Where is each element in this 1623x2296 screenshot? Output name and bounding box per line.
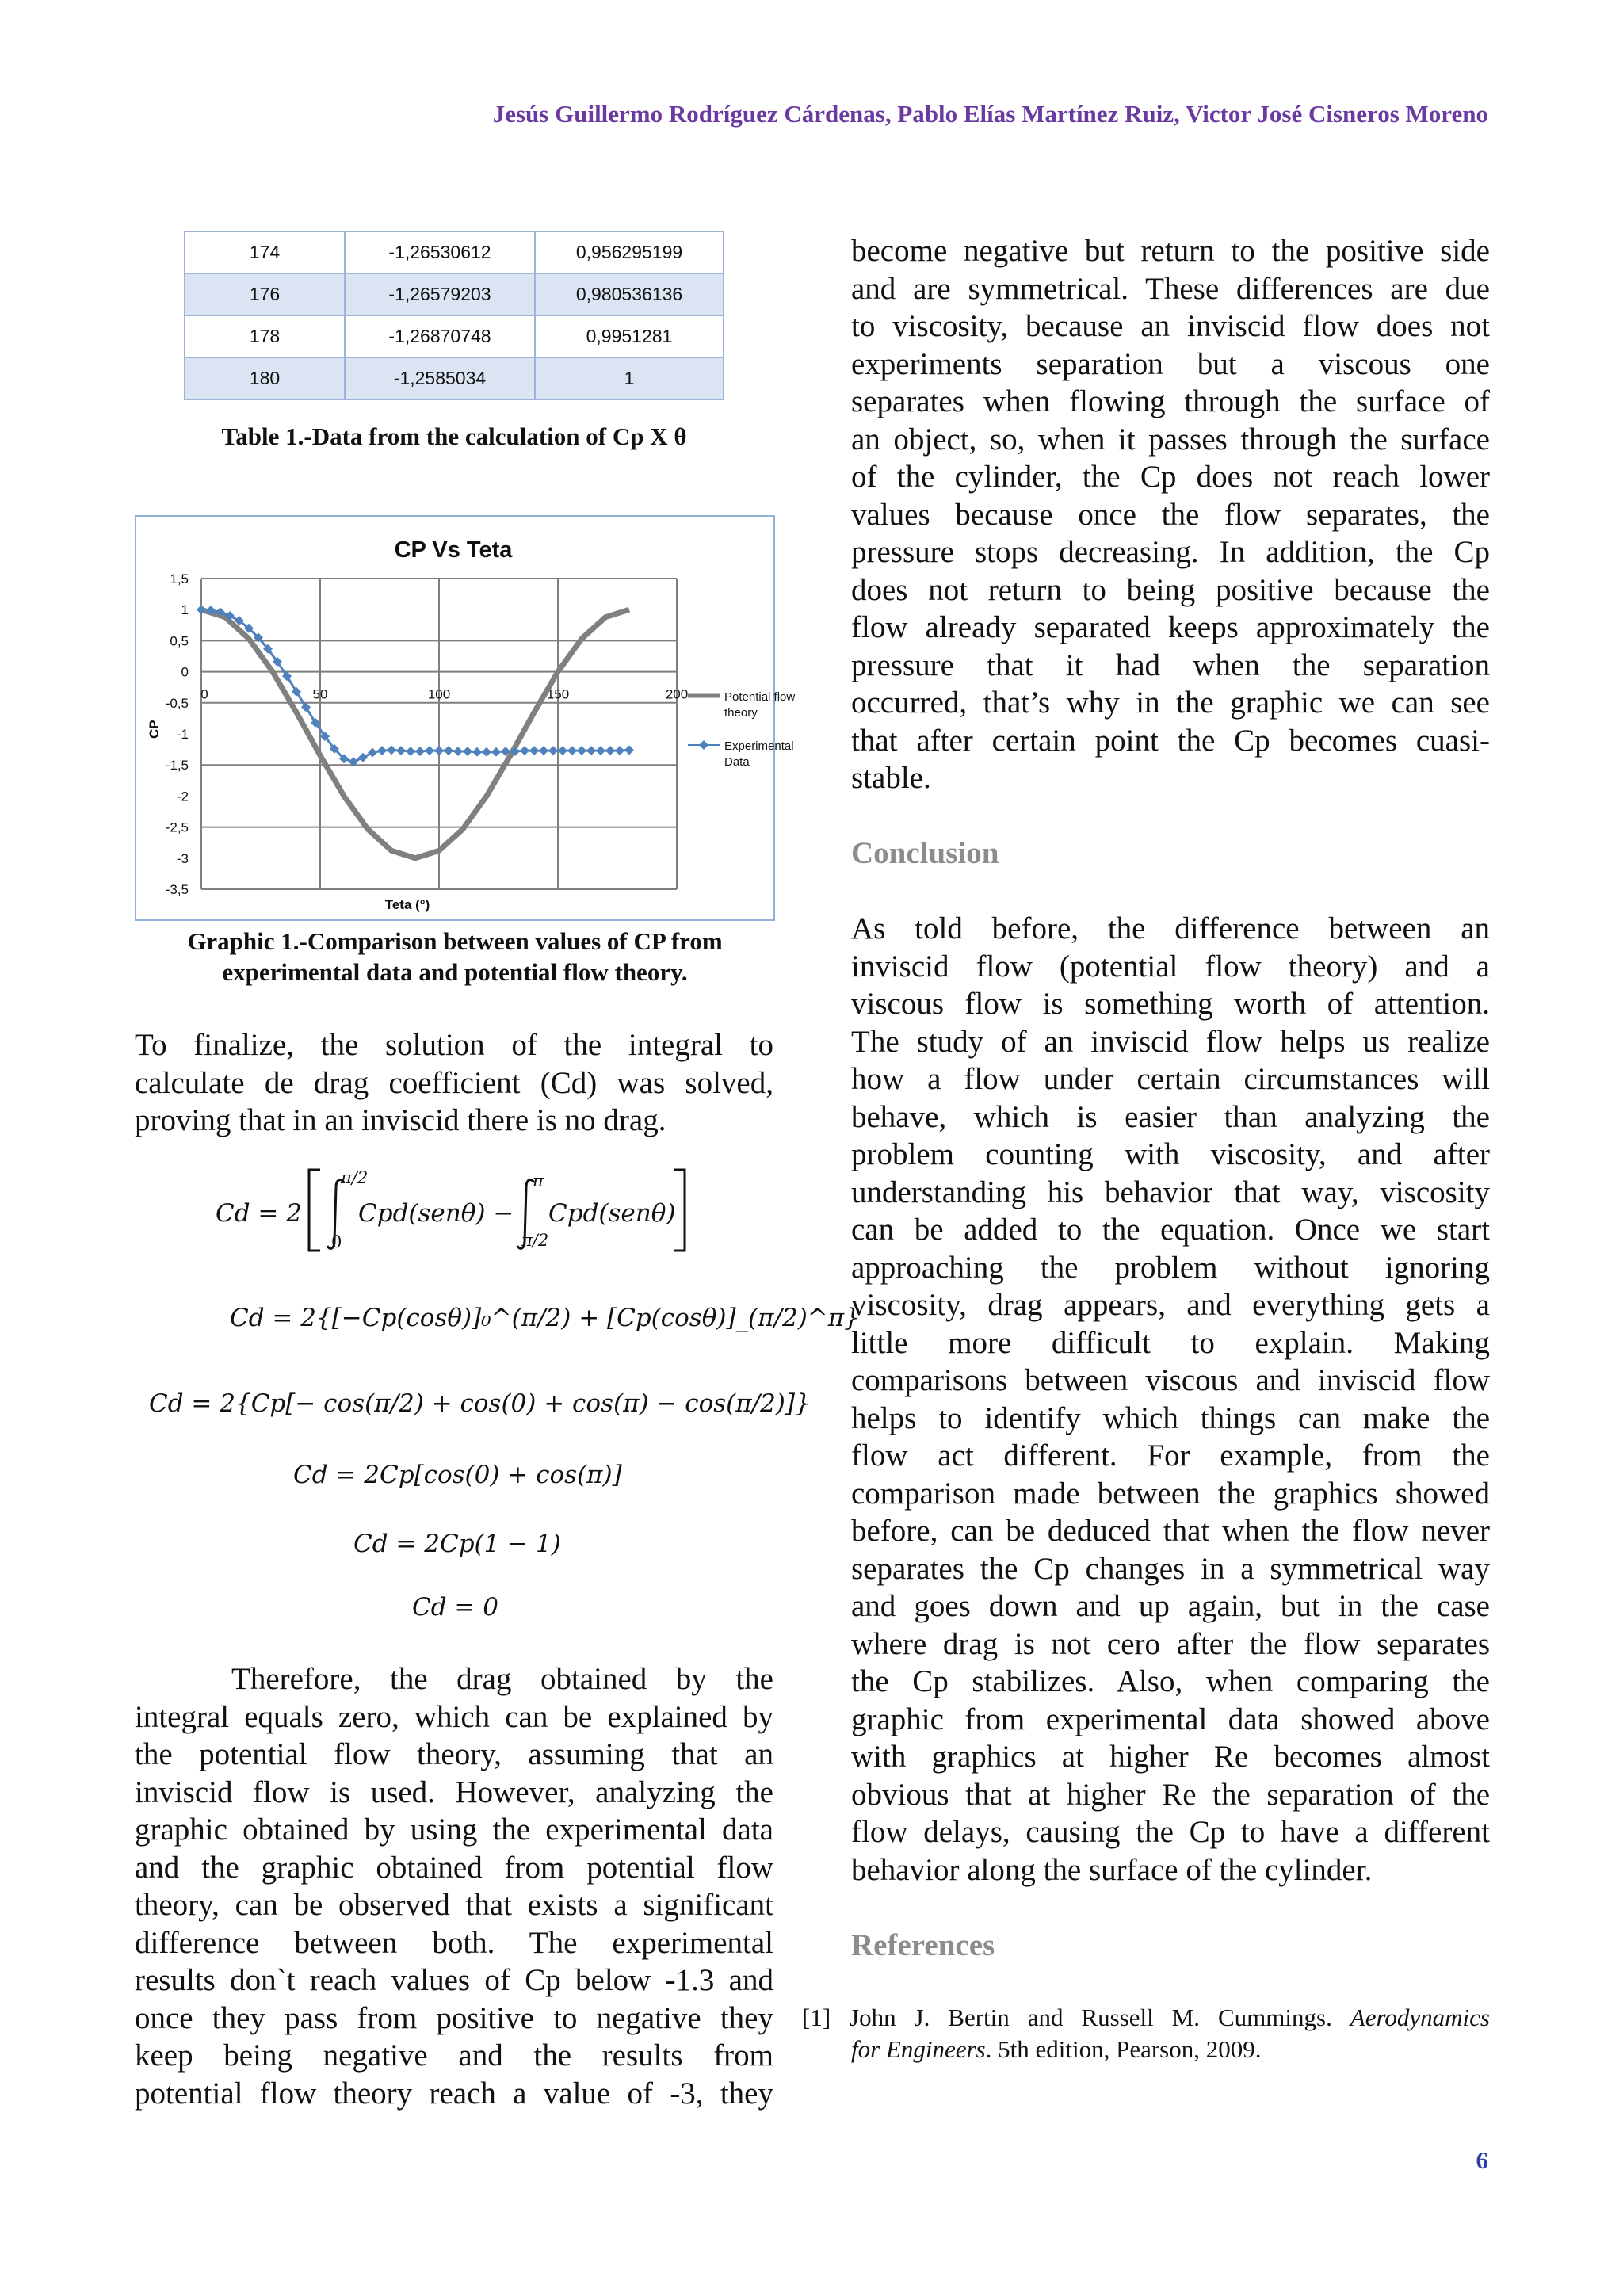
reference-details: . 5th edition, Pearson, 2009. — [985, 2035, 1262, 2063]
eq1-upper-limit-1: π/2 — [341, 1168, 369, 1187]
reference-title: for Engineers — [851, 2035, 986, 2063]
legend-label: Data — [724, 755, 750, 769]
table-cell: -1,26579203 — [345, 273, 535, 315]
y-tick-label: -1,5 — [165, 758, 189, 774]
text-line: how a flow under certain circumstances will — [851, 1062, 1490, 1096]
data-point — [415, 747, 425, 756]
header-authors: Jesús Guillermo Rodríguez Cárdenas, Pablo Elías Martínez Ruiz, Victor José Cisneros Moreno — [492, 100, 1488, 128]
text-line: the Cp stabilizes. Also, when comparing the — [851, 1664, 1490, 1698]
text-line: problem counting with viscosity, and after — [851, 1137, 1490, 1171]
text-line: flow act different. For example, from the — [851, 1438, 1490, 1473]
data-point — [463, 747, 472, 756]
data-point — [425, 746, 434, 755]
x-tick-label: 150 — [546, 686, 570, 702]
references-heading: References — [851, 1928, 995, 1962]
table-row — [185, 273, 724, 315]
y-tick-label: -3 — [176, 850, 189, 866]
data-point — [577, 746, 586, 755]
y-tick-label: -1 — [176, 727, 189, 742]
data-point — [434, 746, 444, 755]
right-bracket — [670, 1167, 689, 1254]
table-row — [185, 315, 724, 357]
eq1-lower-limit-2: π/2 — [521, 1231, 549, 1250]
text-line: and goes down and up again, but in the case — [851, 1589, 1490, 1623]
text-line: inviscid flow (potential flow theory) and a — [851, 949, 1490, 984]
data-point — [605, 746, 615, 755]
text-line: comparison made between the graphics showed — [851, 1476, 1490, 1511]
data-point — [358, 753, 368, 762]
data-point — [520, 746, 529, 755]
data-point — [368, 748, 377, 758]
chart-y-label: CP — [147, 720, 162, 739]
text-line: behave, which is easier than analyzing the — [851, 1099, 1490, 1134]
reference-text — [850, 2002, 1490, 2065]
text-line: and the graphic obtained from potential flow — [135, 1850, 773, 1885]
data-point — [472, 747, 482, 757]
text-line: The study of an inviscid flow helps us realize — [851, 1024, 1490, 1059]
text-line: As told before, the difference between an — [851, 911, 1490, 946]
text-line: flow already separated keeps approximately the — [851, 610, 1490, 644]
x-tick-label: 200 — [665, 686, 689, 702]
text-line: theory, can be observed that exists a significant — [135, 1888, 773, 1922]
table-cell: 0,980536136 — [535, 273, 724, 315]
text-line: before, can be deduced that when the flow never — [851, 1514, 1490, 1548]
eq1-lhs: Cd = 2 — [216, 1199, 302, 1228]
text-line: potential flow theory reach a value of -3, they — [135, 2076, 773, 2111]
table-cell: 0,9951281 — [535, 315, 724, 357]
chart-frame — [135, 515, 796, 921]
data-point — [567, 746, 577, 755]
text-line: difference between both. The experimental — [135, 1925, 773, 1960]
y-tick-label: -0,5 — [165, 695, 189, 711]
table-caption: Table 1.-Data from the calculation of Cp X θ — [221, 422, 687, 450]
y-tick-label: 1 — [181, 602, 189, 618]
y-tick-label: 0 — [181, 664, 189, 680]
y-tick-label: 0,5 — [170, 633, 189, 649]
equation-6: Cd = 0 — [412, 1593, 498, 1622]
y-tick-label: -2,5 — [165, 819, 189, 835]
equation-4: Cd = 2Cp[cos(0) + cos(π)] — [293, 1461, 622, 1489]
equation-3: Cd = 2{Cp[− cos(π/2) + cos(0) + cos(π) − cos(π/2)]} — [149, 1389, 811, 1418]
text-line: integral equals zero, which can be explained by — [135, 1699, 773, 1734]
page-number: 6 — [1476, 2146, 1488, 2174]
conclusion-heading: Conclusion — [851, 836, 999, 870]
text-line: Therefore, the drag obtained by the — [231, 1662, 773, 1696]
cp-vs-teta-chart — [136, 517, 796, 919]
y-tick-label: -3,5 — [165, 882, 189, 897]
text-line: that after certain point the Cp becomes cuasi- — [851, 723, 1490, 758]
eq1-term-1: Cpd(senθ) − — [358, 1199, 514, 1228]
chart-title: CP Vs Teta — [394, 537, 513, 563]
table-cell: -1,2585034 — [345, 357, 535, 399]
text-line: the potential flow theory, assuming that an — [135, 1737, 773, 1771]
text-line: and are symmetrical. These differences are due — [851, 271, 1490, 306]
table-cell: -1,26530612 — [345, 231, 535, 273]
text-line: once they pass from positive to negative they — [135, 2000, 773, 2035]
reference-authors: John J. Bertin and Russell M. Cummings. — [850, 2004, 1332, 2031]
table-cell: 178 — [185, 315, 345, 357]
x-tick-label: 50 — [312, 686, 328, 702]
eq1-upper-limit-2: π — [533, 1171, 544, 1190]
eq1-term-2: Cpd(senθ) — [548, 1199, 676, 1228]
left-bracket — [304, 1167, 323, 1254]
text-line: viscosity, drag appears, and everything gets a — [851, 1288, 1490, 1322]
text-line: calculate de drag coefficient (Cd) was solved, — [135, 1065, 773, 1100]
text-line: understanding his behavior that way, viscosity — [851, 1175, 1490, 1209]
table-cell: -1,26870748 — [345, 315, 535, 357]
reference-title: Aerodynamics — [1350, 2004, 1490, 2031]
text-line: values because once the flow separates, the — [851, 497, 1490, 532]
equation-2: Cd = 2{[−Cp(cosθ)]₀^(π/2) + [Cp(cosθ)]_(π/2)^π} — [230, 1304, 860, 1332]
data-point — [396, 746, 406, 755]
x-tick-label: 0 — [200, 686, 208, 702]
text-line: little more difficult to explain. Making — [851, 1325, 1490, 1360]
text-line: separates the Cp changes in a symmetrical way — [851, 1551, 1490, 1586]
text-line: graphic obtained by using the experimental data — [135, 1813, 773, 1847]
text-line: approaching the problem without ignoring — [851, 1250, 1490, 1285]
data-point — [482, 747, 491, 757]
chart-x-label: Teta (°) — [384, 897, 430, 912]
text-line: become negative but return to the positive side — [851, 234, 1490, 268]
data-point — [406, 747, 415, 756]
text-line: pressure that it had when the separation — [851, 648, 1490, 682]
finalize-paragraph — [135, 1026, 773, 1140]
y-tick-label: -2 — [176, 789, 189, 804]
text-line: helps to identify which things can make the — [851, 1400, 1490, 1435]
text-line: experiments separation but a viscous one — [851, 346, 1490, 381]
continuation-paragraph — [851, 232, 1490, 797]
text-line: to viscosity, because an inviscid flow does not — [851, 309, 1490, 343]
data-point — [586, 746, 596, 755]
text-line: can be added to the equation. Once we start — [851, 1213, 1490, 1247]
table-cell: 0,956295199 — [535, 231, 724, 273]
text-line: pressure stops decreasing. In addition, the Cp — [851, 535, 1490, 569]
text-line: flow delays, causing the Cp to have a different — [851, 1815, 1490, 1849]
text-line: obvious that at higher Re the separation of the — [851, 1777, 1490, 1812]
legend-label: Experimental — [724, 739, 794, 753]
data-point — [529, 746, 539, 755]
table-cell: 1 — [535, 357, 724, 399]
table-row — [185, 231, 724, 273]
text-line: keep being negative and the results from — [135, 2038, 773, 2073]
table-cell: 176 — [185, 273, 345, 315]
table-cell: 180 — [185, 357, 345, 399]
text-line: comparisons between viscous and inviscid flow — [851, 1363, 1490, 1397]
text-line: results don`t reach values of Cp below -1.3 and — [135, 1963, 773, 1997]
data-point — [624, 745, 634, 755]
figure-caption-line: experimental data and potential flow theory. — [222, 958, 688, 986]
text-line: an object, so, when it passes through the surface — [851, 422, 1490, 457]
text-line: with graphics at higher Re becomes almost — [851, 1740, 1490, 1774]
table-row — [185, 357, 724, 399]
chart-x-ticks — [200, 687, 688, 702]
data-point — [453, 747, 463, 756]
legend-label: theory — [724, 706, 758, 720]
data-table — [184, 231, 724, 400]
equation-5: Cd = 2Cp(1 − 1) — [353, 1530, 561, 1558]
data-point — [377, 746, 387, 755]
figure-caption — [135, 926, 775, 988]
text-line: where drag is not cero after the flow separates — [851, 1626, 1490, 1661]
chart-series — [197, 605, 634, 858]
data-point — [444, 746, 453, 755]
text-line: stable. — [851, 761, 931, 795]
text-line: To finalize, the solution of the integral to — [135, 1028, 773, 1062]
text-line: behavior along the surface of the cylinder. — [851, 1852, 1373, 1887]
x-tick-label: 100 — [427, 686, 451, 702]
chart-y-ticks — [166, 571, 189, 897]
data-point — [539, 746, 548, 755]
text-line: graphic from experimental data showed above — [851, 1702, 1490, 1736]
figure-caption-line: Graphic 1.-Comparison between values of CP from — [187, 927, 723, 955]
text-line: does not return to being positive because the — [851, 572, 1490, 607]
chart-grid — [201, 579, 677, 889]
data-point — [387, 745, 396, 755]
experimental-data-line — [201, 609, 629, 762]
legend-label: Potential flow — [724, 690, 796, 704]
chart-legend — [688, 690, 795, 769]
therefore-paragraph — [135, 1660, 773, 2112]
text-line: occurred, that’s why in the graphic we can see — [851, 686, 1490, 720]
table-cell: 174 — [185, 231, 345, 273]
eq1-lower-limit-1: 0 — [331, 1232, 342, 1251]
reference-number: [1] — [802, 2004, 831, 2031]
data-point — [615, 746, 624, 755]
y-tick-label: 1,5 — [170, 571, 189, 586]
data-point — [558, 746, 567, 755]
text-line: proving that in an inviscid there is no drag. — [135, 1103, 666, 1137]
data-point — [596, 746, 605, 755]
data-point — [548, 746, 558, 755]
text-line: viscous flow is something worth of attention. — [851, 987, 1490, 1021]
text-line: separates when flowing through the surface of — [851, 384, 1490, 418]
text-line: of the cylinder, the Cp does not reach lower — [851, 460, 1490, 494]
text-line: inviscid flow is used. However, analyzing the — [135, 1775, 773, 1809]
legend-marker — [699, 740, 708, 750]
data-point — [491, 747, 501, 757]
conclusion-paragraph — [851, 910, 1490, 1889]
